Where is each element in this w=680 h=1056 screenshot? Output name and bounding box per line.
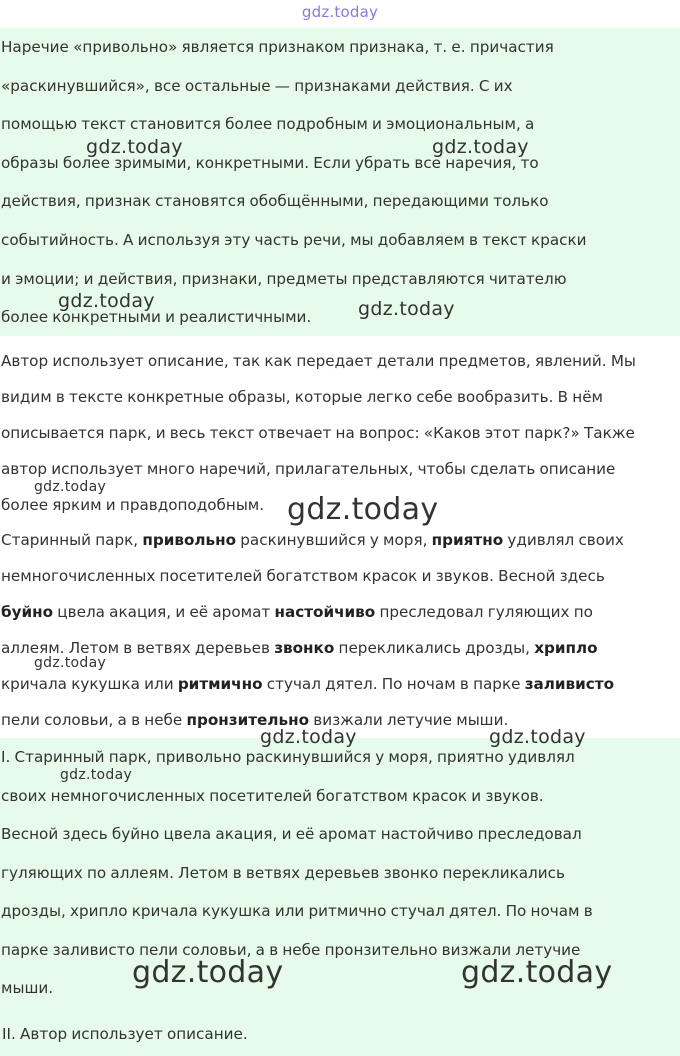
text-line: и эмоции; и действия, признаки, предметы представляются читателю	[1, 269, 567, 288]
text-line: «раскинувшийся», все остальные — признаками действия. С их	[1, 76, 513, 95]
text-line	[0, 522, 624, 558]
adverb-highlight: звонко	[274, 639, 335, 657]
block-text	[0, 343, 636, 523]
text-fragment: стучал дятел. По ночам в парке	[262, 675, 525, 693]
text-line	[0, 666, 624, 702]
text-fragment: аллеям. Летом в ветвях деревьев	[1, 639, 275, 657]
text-fragment: раскинувшийся у моря,	[236, 531, 432, 549]
watermark: gdz.today	[461, 955, 613, 990]
watermark: gdz.today	[34, 479, 107, 495]
site-brand-link[interactable]: gdz.today	[301, 3, 379, 21]
watermark: gdz.today	[132, 955, 284, 990]
text-fragment: кричала кукушка или	[1, 675, 178, 693]
text-fragment: Старинный парк,	[1, 531, 143, 549]
text-line: действия, признак становятся обобщёнными, передающими только	[1, 192, 549, 211]
watermark: gdz.today	[260, 726, 357, 748]
block-text	[0, 738, 593, 1008]
block-text	[0, 522, 624, 738]
adverb-highlight: приятно	[431, 531, 504, 549]
adverb-highlight: пронзительно	[186, 711, 310, 729]
adverb-highlight: хрипло	[534, 639, 598, 657]
answer-line: II. Автор использует описание.	[2, 1025, 248, 1043]
text-line: Наречие «привольно» является признаком признака, т. е. причастия	[1, 38, 554, 56]
text-line: I. Старинный парк, привольно раскинувшийся у моря, приятно удивлял	[1, 748, 575, 766]
text-fragment: цвела акация, и её аромат	[53, 603, 275, 621]
text-line: мыши.	[1, 979, 54, 997]
text-fragment: визжали летучие мыши.	[309, 711, 509, 729]
text-line: своих немногочисленных посетителей богатством красок и звуков.	[1, 786, 544, 805]
text-line	[0, 702, 624, 738]
text-line: Весной здесь буйно цвела акация, и её аромат настойчиво преследовал	[1, 825, 582, 843]
watermark: gdz.today	[34, 655, 107, 671]
text-line: образы более зримыми, конкретными. Если убрать все наречия, то	[1, 153, 539, 172]
watermark: gdz.today	[432, 136, 529, 158]
text-fragment: перекликались дрозды,	[334, 639, 535, 657]
text-line: описывается парк, и весь текст отвечает на вопрос: «Каков этот парк?» Также	[1, 424, 635, 442]
adverb-highlight: привольно	[142, 531, 237, 549]
text-line: более ярким и правдоподобным.	[1, 496, 265, 514]
watermark: gdz.today	[58, 290, 155, 312]
adverb-highlight: настойчиво	[274, 603, 376, 621]
text-line	[0, 558, 624, 594]
text-line: событийность. А используя эту часть речи, мы добавляем в текст краски	[1, 230, 587, 249]
text-fragment: удивлял своих	[503, 531, 624, 549]
adverb-highlight: заливисто	[524, 675, 615, 693]
text-fragment: пели соловьи, а в небе	[1, 711, 187, 729]
watermark: gdz.today	[60, 767, 133, 783]
adverb-highlight: ритмично	[177, 675, 263, 693]
watermark: gdz.today	[86, 136, 183, 158]
text-line	[0, 594, 624, 630]
text-line: парке заливисто пели соловьи, а в небе пронзительно визжали летучие	[1, 940, 581, 959]
text-line: дрозды, хрипло кричала кукушка или ритмично стучал дятел. По ночам в	[1, 902, 593, 920]
text-fragment: немногочисленных посетителей богатством красок и звуков. Весной здесь	[1, 567, 605, 585]
watermark: gdz.today	[358, 298, 455, 320]
text-line: помощью текст становится более подробным и эмоциональным, а	[1, 115, 535, 134]
text-line: более конкретными и реалистичными.	[1, 308, 312, 327]
text-line	[0, 630, 624, 666]
answer-block-bold-adverbs	[0, 522, 680, 734]
block-text	[0, 28, 587, 337]
watermark: gdz.today	[489, 726, 586, 748]
text-fragment: преследовал гуляющих по	[375, 603, 593, 621]
text-line: видим в тексте конкретные образы, которые легко себе вообразить. В нём	[1, 388, 603, 406]
watermark: gdz.today	[287, 492, 439, 527]
answer-block-adverbs	[0, 28, 680, 336]
adverb-highlight: буйно	[1, 603, 54, 621]
answer-block-final	[0, 738, 680, 1056]
answer-block-description	[0, 343, 680, 523]
text-line: гуляющих по аллеям. Летом в ветвях деревьев звонко перекликались	[1, 863, 565, 882]
text-line: автор использует много наречий, прилагательных, чтобы сделать описание	[1, 460, 616, 478]
text-line: Автор использует описание, так как передает детали предметов, явлений. Мы	[1, 352, 636, 370]
